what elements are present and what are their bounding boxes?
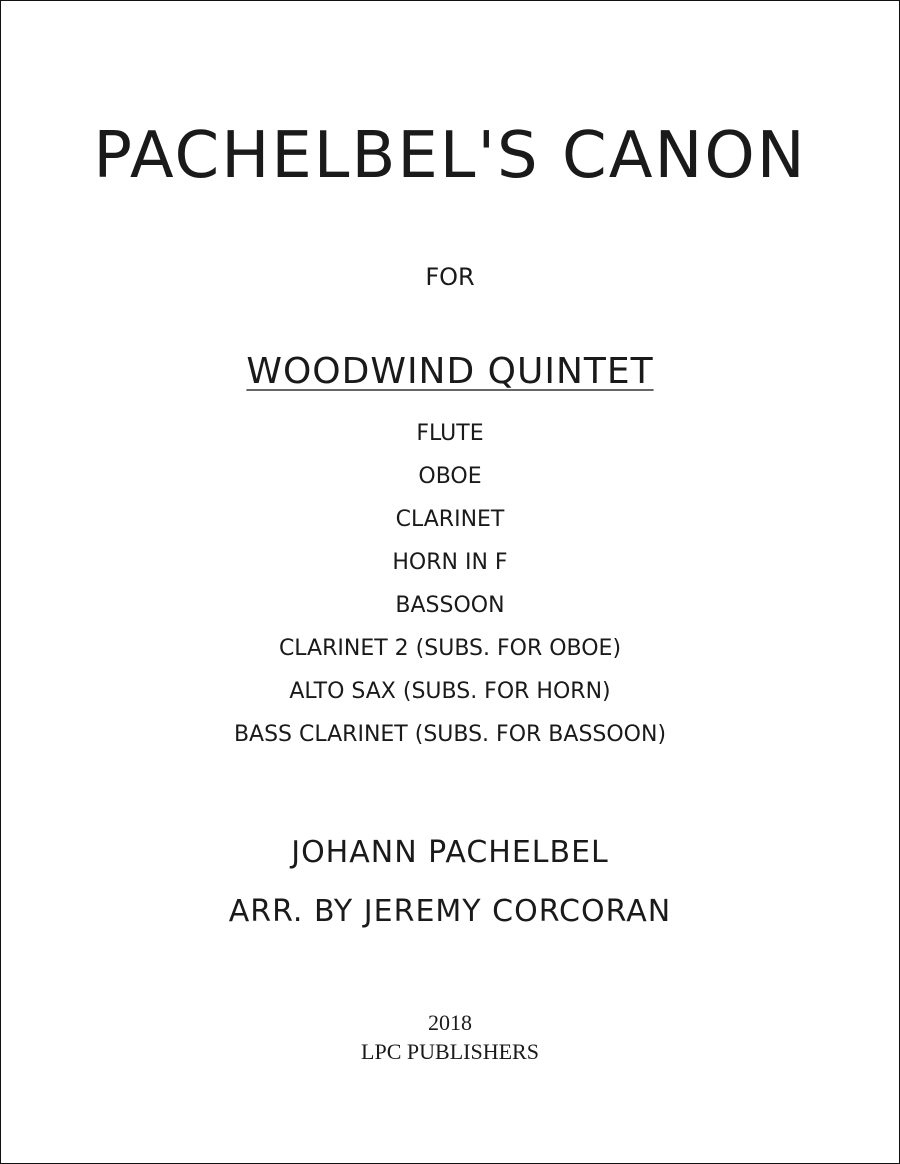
instrument-item: CLARINET 2 (SUBS. FOR OBOE) [278, 636, 622, 661]
arranger-credit: ARR. BY JEREMY CORCORAN [228, 894, 672, 929]
composer-name: JOHANN PACHELBEL [291, 835, 609, 870]
for-label: FOR [425, 263, 475, 291]
instrument-item: ALTO SAX (SUBS. FOR HORN) [289, 679, 611, 704]
instrument-item: HORN IN F [392, 550, 508, 575]
instrument-list [1, 419, 899, 763]
instrument-item: FLUTE [416, 421, 484, 446]
instrument-item: OBOE [418, 464, 482, 489]
publication-year: 2018 [428, 1010, 472, 1035]
ensemble-heading [1, 351, 899, 392]
instrument-item: BASS CLARINET (SUBS. FOR BASSOON) [233, 722, 667, 747]
ensemble-name: WOODWIND QUINTET [246, 351, 654, 392]
piece-title: PACHELBEL'S CANON [93, 119, 807, 193]
publisher-name: LPC PUBLISHERS [361, 1039, 539, 1064]
instrument-item: BASSOON [395, 593, 505, 618]
instrument-item: CLARINET [395, 507, 505, 532]
